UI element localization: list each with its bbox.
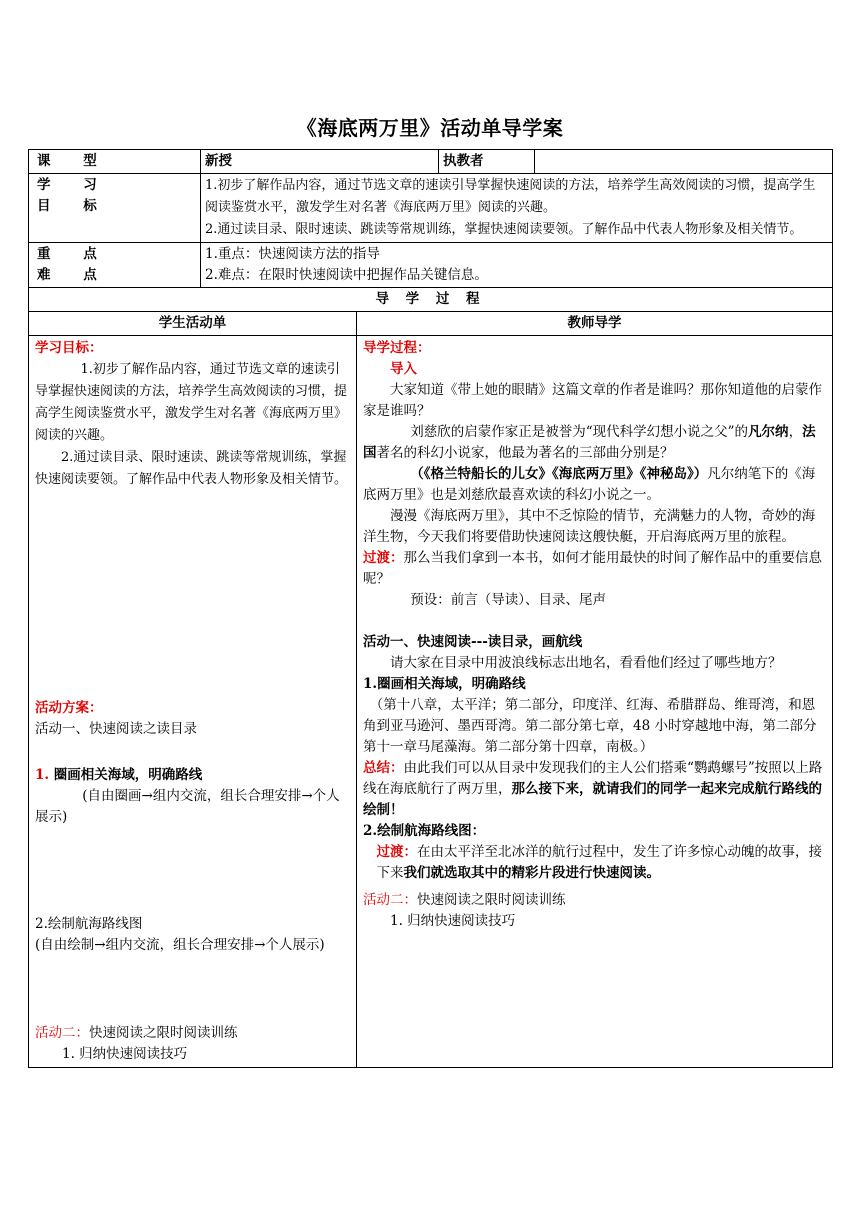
objectives-label-line-1: 学 习	[37, 177, 111, 193]
student-step-2-note: (自由绘制→组内交流，组长合理安排→个人展示)	[35, 937, 325, 953]
course-row	[29, 150, 833, 174]
student-activity-1: 活动一、快速阅读之读目录	[35, 721, 197, 737]
student-activity-2-label: 活动二：	[35, 1025, 89, 1041]
teacher-para-3b: 凡尔纳笔下的《海底两万里》也是刘慈欣最喜欢读的科幻小说之一。	[363, 466, 816, 503]
teacher-intro: 导入	[390, 361, 417, 377]
teacher-route: （第十八章，太平洋；第二部分，印度洋、红海、希腊群岛、维哥湾，和恩角到亚马逊河、墨西哥湾。第二部分第七章，48 小时穿越地中海，第二部分第十一章马尾藻海。第二部分第十四章，南极。）	[363, 697, 817, 755]
teacher-activity-2-text: 快速阅读之限时阅读训练	[417, 892, 566, 908]
teacher-activity-2	[363, 890, 826, 911]
content-row	[29, 336, 833, 1068]
plan-heading: 活动方案：	[35, 700, 103, 716]
teacher-activity-1: 活动一、快速阅读---读目录，画航线	[363, 634, 583, 650]
teacher-activity-2-label: 活动二：	[363, 892, 417, 908]
teacher-skill: 1. 归纳快速阅读技巧	[390, 913, 516, 929]
objectives-label-line-2: 目 标	[37, 198, 111, 214]
student-goal-1: 1.初步了解作品内容，通过节选文章的速读引导掌握快速阅读的方法，培养学生高效阅读的习惯，提高学生阅读鉴赏水平，激发学生对名著《海底两万里》阅读的兴趣。	[35, 362, 348, 443]
teacher-label: 执教者	[439, 150, 535, 174]
keypoints-row	[29, 243, 833, 288]
objectives-label	[29, 174, 201, 243]
course-type-label: 课 型	[29, 150, 201, 174]
objective-1: 1.初步了解作品内容，通过节选文章的速读引导掌握快速阅读的方法，培养学生高效阅读的习惯，提高学生阅读鉴赏水平，激发学生对名著《海底两万里》阅读的兴趣。	[205, 178, 816, 215]
teacher-para-1: 大家知道《带上她的眼睛》这篇文章的作者是谁吗？那你知道他的启蒙作家是谁吗？	[363, 382, 822, 419]
keypoint-2: 2.难点：在限时快速阅读中把握作品关键信息。	[205, 267, 488, 283]
teacher-transition-2	[363, 842, 826, 884]
columns-header-row	[29, 312, 833, 336]
course-type-value: 新授	[201, 150, 439, 174]
transition-1-label: 过渡：	[363, 550, 404, 566]
document-title: 《海底两万里》活动单导学案	[296, 116, 564, 140]
summary-label: 总结：	[363, 760, 404, 776]
author-name: 凡尔纳	[748, 424, 789, 440]
teacher-para-3	[363, 464, 826, 506]
keypoints-label-line-1: 重 点	[37, 246, 111, 262]
objectives-row	[29, 174, 833, 243]
teacher-process-heading: 导学过程：	[363, 340, 431, 356]
summary-text-b: 那么接下来，就请我们的同学一起来完成航行路线的绘制！	[363, 781, 822, 818]
transition-2-label: 过渡：	[376, 844, 417, 860]
teacher-para-2a: 刘慈欣的启蒙作家正是被誉为“现代科学幻想小说之父”的	[410, 424, 749, 440]
student-goal-2: 2.通过读目录、限时速读、跳读等常规训练，掌握快速阅读要领。了解作品中代表人物形象及相关情节。	[35, 450, 348, 487]
teacher-value	[535, 150, 833, 174]
student-step-1	[35, 765, 350, 786]
teacher-summary	[363, 758, 826, 821]
author-country: 法国	[363, 424, 816, 461]
teacher-para-2c: ，	[788, 424, 803, 440]
student-activity-2	[35, 1023, 350, 1044]
student-step-1-text: 圈画相关海域，明确路线	[49, 767, 203, 783]
student-column-header: 学生活动单	[29, 312, 357, 336]
student-goal-heading: 学习目标：	[35, 340, 103, 356]
objectives-content	[201, 174, 833, 243]
transition-2-text-b: 我们就选取其中的精彩片段进行快速阅读。	[403, 865, 660, 881]
teacher-column-header: 教师导学	[357, 312, 833, 336]
objective-2: 2.通过读目录、限时速读、跳读等常规训练，掌握快速阅读要领。了解作品中代表人物形象及相关情节。	[205, 222, 803, 237]
student-step-1-note: (自由圈画→组内交流，组长合理安排→个人展示)	[35, 788, 340, 825]
teacher-step-1: 1.圈画相关海域，明确路线	[363, 676, 526, 692]
teacher-guidance-cell	[357, 336, 833, 1068]
transition-2-text-a: 在由太平洋至北冰洋的航行过程中，发生了许多惊心动魄的故事，接下来	[376, 844, 822, 881]
keypoints-label-line-2: 难 点	[37, 267, 111, 283]
transition-1-text: 那么当我们拿到一本书，如何才能用最快的时间了解作品中的重要信息呢？	[363, 550, 822, 587]
student-activities-cell	[29, 336, 357, 1068]
keypoint-1: 1.重点：快速阅读方法的指导	[205, 246, 380, 262]
teacher-task: 请大家在目录中用波浪线标志出地名，看看他们经过了哪些地方？	[390, 655, 782, 671]
student-step-1-number: 1.	[35, 767, 50, 783]
teacher-preset: 预设：前言（导读）、目录、尾声	[410, 592, 606, 608]
keypoints-content	[201, 243, 833, 288]
student-goals-block	[35, 338, 350, 698]
process-heading-row	[29, 288, 833, 312]
student-activity-2-text: 快速阅读之限时阅读训练	[89, 1025, 238, 1041]
teacher-transition-1	[363, 548, 826, 590]
lesson-plan-table	[28, 149, 833, 1068]
teacher-para-2	[363, 422, 826, 464]
teacher-para-4: 漫漫《海底两万里》，其中不乏惊险的情节，充满魅力的人物，奇妙的海洋生物，今天我们将要借助快速阅读这艘快艇，开启海底两万里的旅程。	[363, 508, 816, 545]
process-heading: 导 学 过 程	[29, 288, 833, 312]
student-step-2: 2.绘制航海路线图	[35, 916, 143, 932]
summary-text-a: 由此我们可以从目录中发现我们的主人公们搭乘“鹦鹉螺号”按照以上路线在海底航行了两万里，	[363, 760, 823, 797]
teacher-step-2: 2.绘制航海路线图：	[363, 823, 486, 839]
keypoints-label	[29, 243, 201, 288]
teacher-para-2e: 著名的科幻小说家，他最为著名的三部曲分别是？	[376, 445, 674, 461]
trilogy-titles: （《格兰特船长的儿女》《海底两万里》《神秘岛》）	[410, 466, 708, 482]
student-skill: 1. 归纳快速阅读技巧	[62, 1046, 188, 1062]
